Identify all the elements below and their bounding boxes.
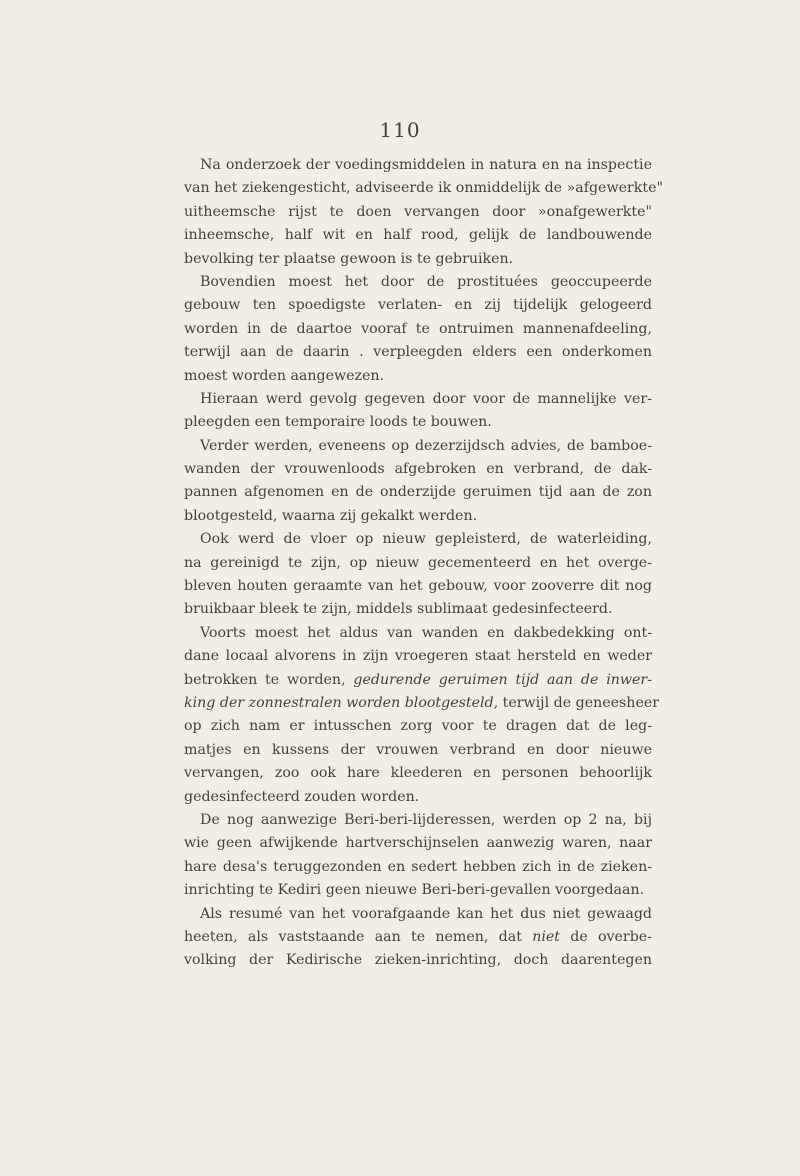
text-line: Voorts moest het aldus van wanden en dakbedekking ont- xyxy=(200,624,652,641)
text-line: moest worden aangewezen. xyxy=(184,367,385,384)
text-line: dane locaal alvorens in zijn vroegeren staat hersteld en weder xyxy=(184,648,652,665)
italic-text-run: niet xyxy=(532,928,560,945)
text-line: matjes en kussens der vrouwen verbrand en door nieuwe xyxy=(184,741,652,758)
text-line: bevolking ter plaatse gewoon is te gebruiken. xyxy=(184,250,514,267)
text-line: gedesinfecteerd zouden worden. xyxy=(184,788,420,805)
text-line: vervangen, zoo ook hare kleederen en personen behoorlijk xyxy=(184,765,652,782)
text-line: uitheemsche rijst te doen vervangen door »onafgewerkte" xyxy=(184,203,652,220)
italic-text-run: gedurende geruimen tijd aan de inwer- xyxy=(353,671,652,688)
text-line: volking der Kedirische zieken-inrichting, doch daarentegen xyxy=(184,952,652,969)
text-line: bleven houten geraamte van het gebouw, voor zooverre dit nog xyxy=(184,578,652,595)
text-run: heeten, als vaststaande aan te nemen, dat xyxy=(184,928,533,945)
text-run: de overbe- xyxy=(559,928,652,945)
text-line: Als resumé van het voorafgaande kan het dus niet gewaagd xyxy=(200,905,652,922)
text-line: gebouw ten spoedigste verlaten- en zij tijdelijk gelogeerd xyxy=(184,297,652,314)
italic-text-run: king der zonnestralen worden blootgesteld, xyxy=(184,694,499,711)
text-line: inheemsche, half wit en half rood, gelijk de landbouwende xyxy=(184,227,652,244)
text-line: na gereinigd te zijn, op nieuw gecementeerd en het overge- xyxy=(184,554,652,571)
text-line: Na onderzoek der voedingsmiddelen in natura en na inspectie xyxy=(200,157,652,173)
text-line: van het ziekengesticht, adviseerde ik onmiddelijk de »afgewerkte" xyxy=(184,180,663,197)
text-line: Hieraan werd gevolg gegeven door voor de mannelijke ver- xyxy=(200,390,652,407)
text-line xyxy=(184,926,652,949)
text-run: betrokken te worden, xyxy=(184,671,354,688)
text-line: pannen afgenomen en de onderzijde geruimen tijd aan de zon xyxy=(184,484,652,501)
text-line: wie geen afwijkende hartverschijnselen aanwezig waren, naar xyxy=(184,835,652,852)
text-line: blootgesteld, waarna zij gekalkt werden. xyxy=(184,507,478,524)
text-line: bruikbaar bleek te zijn, middels sublimaat gedesinfecteerd. xyxy=(184,601,613,618)
text-line: Ook werd de vloer op nieuw gepleisterd, de waterleiding, xyxy=(200,531,652,548)
text-line: terwijl aan de daarin . verpleegden elders een onderkomen xyxy=(184,344,652,361)
text-line xyxy=(184,669,652,692)
text-line: op zich nam er intusschen zorg voor te dragen dat de leg- xyxy=(184,718,652,735)
text-line: Bovendien moest het door de prostituées geoccupeerde xyxy=(200,273,652,290)
text-line: inrichting te Kediri geen nieuwe Beri-beri-gevallen voorgedaan. xyxy=(184,882,645,899)
text-line: worden in de daartoe vooraf te ontruimen mannenafdeeling, xyxy=(184,320,652,337)
text-line: pleegden een temporaire loods te bouwen. xyxy=(184,414,492,431)
page-number: 110 xyxy=(379,118,421,142)
text-run: terwijl de geneesheer xyxy=(498,694,660,711)
text-line xyxy=(184,692,660,715)
body-text xyxy=(184,154,663,973)
text-line: hare desa's teruggezonden en sedert hebben zich in de zieken- xyxy=(184,858,652,875)
text-line: De nog aanwezige Beri-beri-lijderessen, werden op 2 na, bij xyxy=(200,811,652,828)
text-line: Verder werden, eveneens op dezerzijdsch advies, de bamboe- xyxy=(200,437,652,454)
text-line: wanden der vrouwenloods afgebroken en verbrand, de dak- xyxy=(184,461,652,478)
